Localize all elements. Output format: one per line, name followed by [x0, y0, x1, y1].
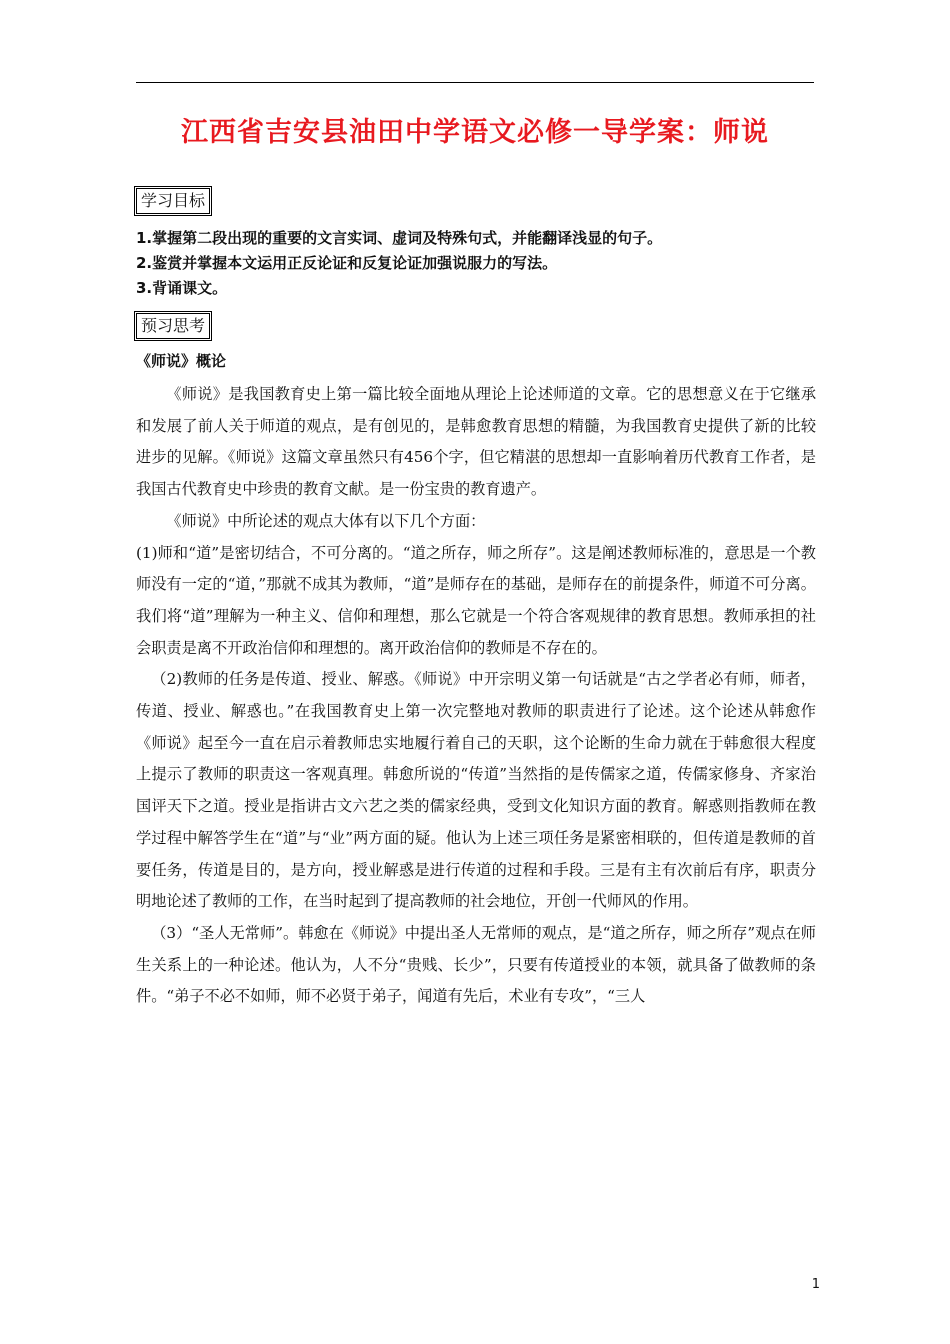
goal-item: 1.掌握第二段出现的重要的文言实词、虚词及特殊句式，并能翻译浅显的句子。	[136, 229, 663, 247]
body-text	[136, 379, 816, 1013]
paragraph: 《师说》是我国教育史上第一篇比较全面地从理论上论述师道的文章。它的思想意义在于它继承和发展了前人关于师道的观点，是有创见的，是韩愈教育思想的精髓，为我国教育史提供了新的比较进步的见解。《师说》这篇文章虽然只有456个字，但它精湛的思想却一直影响着历代教育工作者，是我国古代教育史中珍贵的教育文献。是一份宝贵的教育遗产。	[136, 385, 816, 499]
goal-item: 3.背诵课文。	[136, 279, 228, 297]
paragraph: (1)师和“道”是密切结合，不可分离的。“道之所存，师之所存”。这是阐述教师标准的，意思是一个教师没有一定的“道，”那就不成其为教师，“道”是师存在的基础，是师存在的前提条件，师道不可分离。我们将“道”理解为一种主义、信仰和理想，那么它就是一个符合客观规律的教育思想。教师承担的社会职责是离不开政治信仰和理想的。离开政治信仰的教师是不存在的。	[136, 543, 816, 657]
goal-item: 2.鉴赏并掌握本文运用正反论证和反复论证加强说服力的写法。	[136, 254, 558, 272]
paragraph: （3）“圣人无常师”。韩愈在《师说》中提出圣人无常师的观点，是“道之所存，师之所存”观点在师生关系上的一种论述。他认为，人不分“贵贱、长少”，只要有传道授业的本领，就具备了做教师的条件。“弟子不必不如师，师不必贤于弟子，闻道有先后，术业有专攻”，“三人	[136, 923, 816, 1006]
header-rule	[136, 82, 814, 83]
goals-list	[136, 226, 816, 301]
section-label-goals: 学习目标	[136, 188, 210, 214]
section-label-preview: 预习思考	[136, 313, 210, 339]
paragraph: （2)教师的任务是传道、授业、解惑。《师说》中开宗明义第一句话就是“古之学者必有师，师者，传道、授业、解惑也。”在我国教育史上第一次完整地对教师的职责进行了论述。这个论述从韩愈作《师说》起至今一直在启示着教师忠实地履行着自己的天职，这个论断的生命力就在于韩愈很大程度上提示了教师的职责这一客观真理。韩愈所说的“传道”当然指的是传儒家之道，传儒家修身、齐家治国评天下之道。授业是指讲古文六艺之类的儒家经典，受到文化知识方面的教育。解惑则指教师在教学过程中解答学生在“道”与“业”两方面的疑。他认为上述三项任务是紧密相联的，但传道是教师的首要任务，传道是目的，是方向，授业解惑是进行传道的过程和手段。三是有主有次前后有序，职责分明地论述了教师的工作，在当时起到了提高教师的社会地位，开创一代师风的作用。	[136, 670, 816, 911]
document-title: 江西省吉安县油田中学语文必修一导学案：师说	[181, 117, 769, 148]
paragraph: 《师说》中所论述的观点大体有以下几个方面：	[166, 511, 486, 530]
section-subheading: 《师说》概论	[136, 352, 227, 370]
page-number: 1	[811, 1277, 820, 1292]
